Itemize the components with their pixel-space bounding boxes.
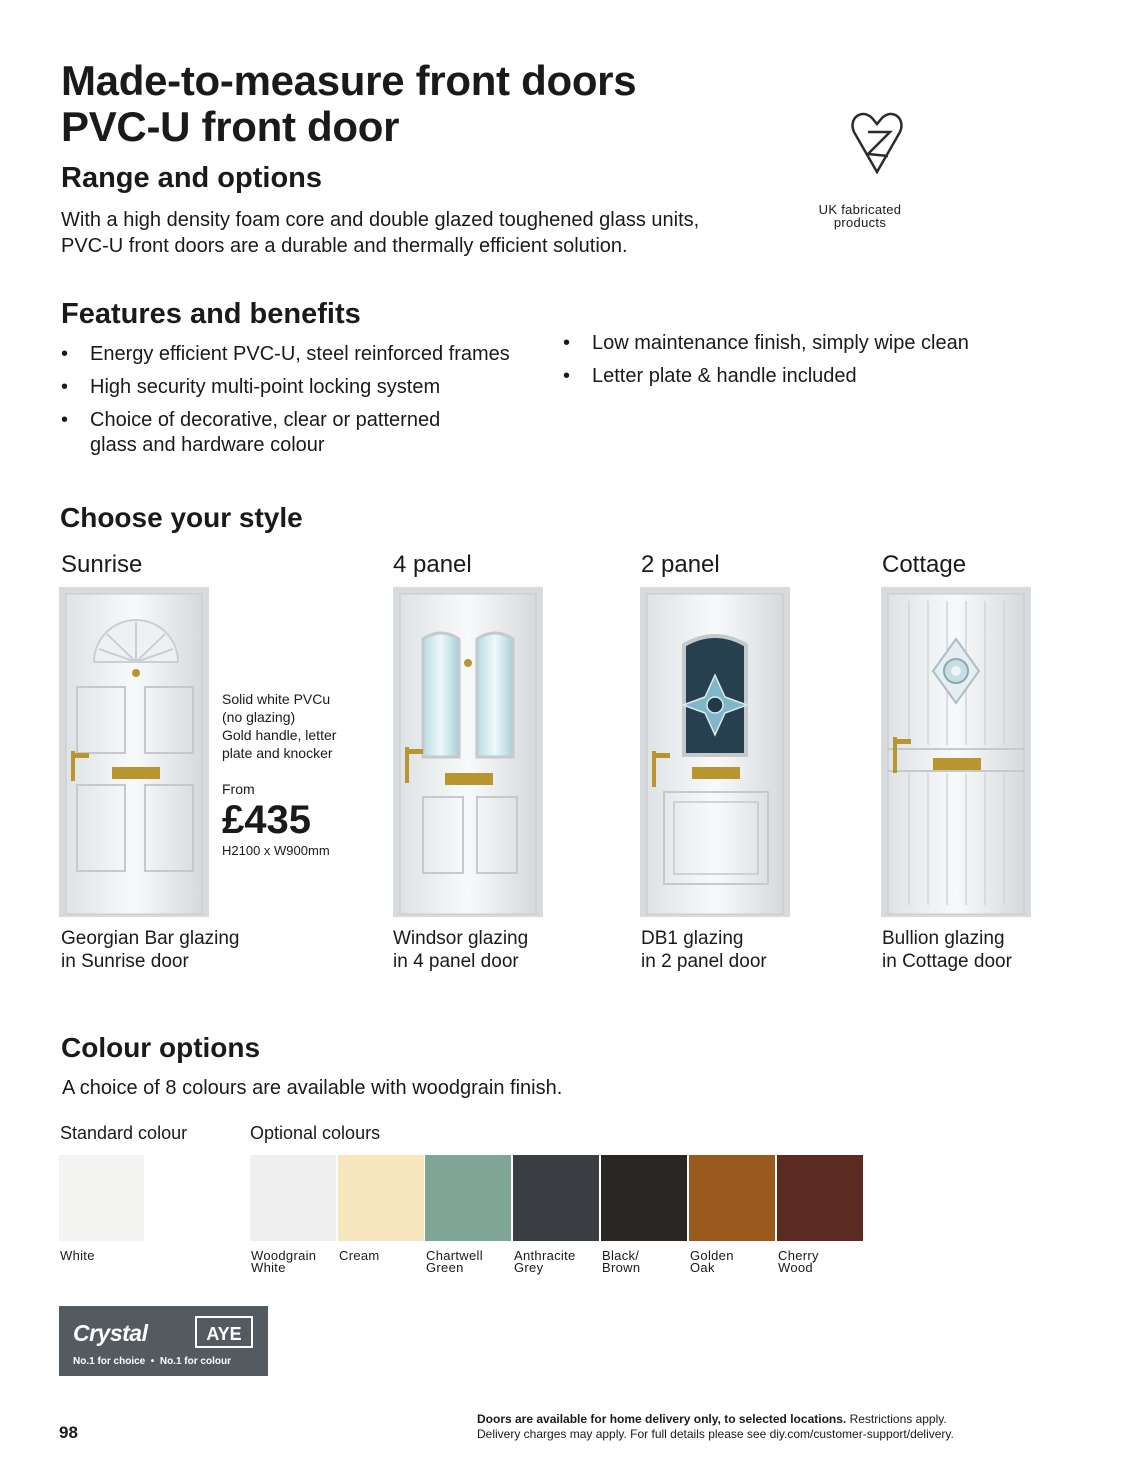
door-size: H2100 x W900mm: [222, 843, 330, 858]
range-text-line-1: With a high density foam core and double glazed toughened glass units,: [61, 209, 700, 231]
4-panel-door-image: [393, 587, 543, 917]
sunrise-door-image: [59, 587, 209, 917]
crystal-logo: [59, 1306, 268, 1376]
page-title: [61, 58, 636, 150]
logo-mark: AYE: [195, 1316, 253, 1348]
title-line-1: Made-to-measure front doors: [61, 57, 637, 104]
caption-4-panel: Windsor glazing in 4 panel door: [393, 928, 529, 972]
range-heading: Range and options: [61, 162, 322, 194]
colour-swatch: [425, 1155, 511, 1241]
range-text-line-2: PVC-U front doors are a durable and thermally efficient solution.: [61, 235, 628, 257]
colour-swatch-label: Cherry Wood: [778, 1248, 819, 1275]
colour-swatch: [777, 1155, 863, 1241]
uk-fabricated-badge: [800, 110, 920, 229]
price: £435: [222, 798, 311, 842]
badge-label-1: UK fabricated: [818, 202, 902, 217]
kitemark-icon: [850, 110, 904, 176]
caption-cottage: Bullion glazing in Cottage door: [882, 928, 1012, 972]
style-name-sunrise: Sunrise: [61, 551, 143, 578]
delivery-note: [477, 1412, 1037, 1442]
spec-line: plate and knocker: [222, 745, 333, 761]
feature-item: • Choice of decorative, clear or patterned glass and hardware colour: [61, 409, 441, 456]
caption-2-panel: DB1 glazing in 2 panel door: [641, 928, 767, 972]
colour-swatch: [59, 1155, 144, 1241]
spec-line: Solid white PVCu: [222, 691, 331, 707]
colour-swatch: [250, 1155, 336, 1241]
badge-label-2: products: [833, 215, 887, 230]
style-name-2-panel: 2 panel: [641, 551, 720, 578]
feature-item: • High security multi-point locking system: [61, 376, 441, 398]
spec-line: Gold handle, letter: [222, 727, 337, 743]
feature-item: • Low maintenance finish, simply wipe clean: [563, 332, 969, 354]
2-panel-door-image: [640, 587, 790, 917]
price-from-label: From: [222, 781, 255, 797]
caption-sunrise: Georgian Bar glazing in Sunrise door: [61, 928, 240, 972]
colours-heading: Colour options: [61, 1032, 261, 1063]
colour-swatch: [338, 1155, 424, 1241]
colour-swatch-label: Anthracite Grey: [514, 1248, 576, 1275]
spec-line: (no glazing): [222, 709, 296, 725]
feature-item: • Letter plate & handle included: [563, 365, 857, 387]
logo-brand: Crystal: [73, 1320, 148, 1346]
styles-heading: Choose your style: [60, 502, 303, 533]
colour-swatch-label: Black/ Brown: [602, 1248, 641, 1275]
standard-colour-label: Standard colour: [60, 1123, 188, 1143]
colour-swatch-label: Woodgrain White: [251, 1248, 317, 1275]
colours-intro: A choice of 8 colours are available with woodgrain finish.: [62, 1077, 563, 1099]
features-list-right: [563, 331, 1043, 397]
delivery-note-rest: Restrictions apply.: [846, 1412, 947, 1426]
sunrise-spec: [222, 690, 372, 860]
page-number: 98: [59, 1423, 78, 1442]
title-line-2: PVC-U front door: [61, 103, 400, 150]
optional-colours-label: Optional colours: [250, 1123, 381, 1143]
style-name-4-panel: 4 panel: [393, 551, 472, 578]
features-list-left: [61, 342, 541, 466]
feature-item: • Energy efficient PVC-U, steel reinforced frames: [61, 343, 510, 365]
style-name-cottage: Cottage: [882, 551, 967, 578]
logo-tagline: No.1 for choice • No.1 for colour: [73, 1356, 231, 1367]
delivery-note-line-2: Delivery charges may apply. For full details please see diy.com/customer-support/delivery.: [477, 1427, 954, 1441]
colour-swatch: [689, 1155, 775, 1241]
colour-swatch-label: Cream: [339, 1248, 380, 1263]
colour-swatch-label: Chartwell Green: [426, 1248, 483, 1275]
colour-swatch: [513, 1155, 599, 1241]
delivery-note-bold: Doors are available for home delivery only, to selected locations.: [477, 1412, 847, 1426]
colour-swatch: [601, 1155, 687, 1241]
range-text: [61, 207, 781, 259]
colour-swatch-label: White: [60, 1248, 95, 1263]
features-heading: Features and benefits: [61, 298, 361, 330]
colour-swatch-label: Golden Oak: [690, 1248, 734, 1275]
cottage-door-image: [881, 587, 1031, 917]
